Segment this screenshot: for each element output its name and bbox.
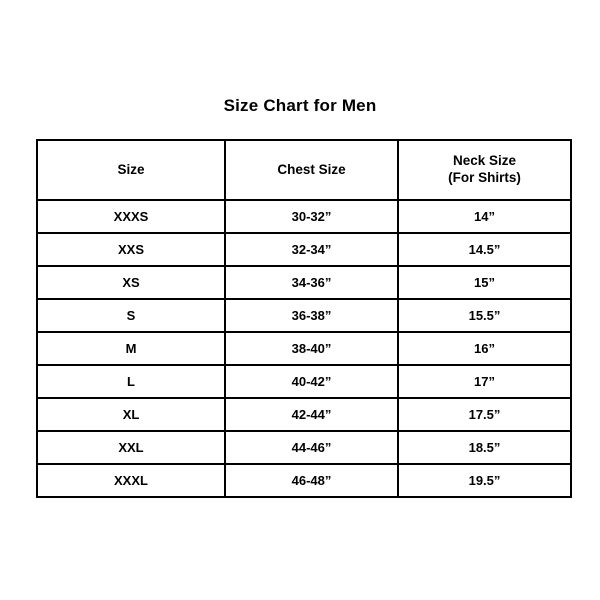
- table-row: [37, 299, 571, 332]
- size-chart-table-container: [36, 139, 564, 498]
- cell-size: XXXS: [37, 200, 225, 233]
- cell-size: L: [37, 365, 225, 398]
- cell-chest-size: 38-40”: [225, 332, 398, 365]
- cell-size: XXXL: [37, 464, 225, 497]
- cell-chest-size: 30-32”: [225, 200, 398, 233]
- table-row: [37, 431, 571, 464]
- table-row: [37, 398, 571, 431]
- cell-neck-size: 15.5”: [398, 299, 571, 332]
- cell-neck-size: 17”: [398, 365, 571, 398]
- column-header-chest-size: [225, 140, 398, 200]
- column-header-neck-size: [398, 140, 571, 200]
- cell-neck-size: 16”: [398, 332, 571, 365]
- cell-chest-size: 42-44”: [225, 398, 398, 431]
- cell-chest-size: 46-48”: [225, 464, 398, 497]
- cell-neck-size: 15”: [398, 266, 571, 299]
- cell-size: XXS: [37, 233, 225, 266]
- table-header-row: [37, 140, 571, 200]
- cell-neck-size: 17.5”: [398, 398, 571, 431]
- table-row: [37, 365, 571, 398]
- cell-size: XS: [37, 266, 225, 299]
- table-body: [37, 200, 571, 497]
- column-header-chest-size-label: Chest Size: [277, 161, 346, 177]
- cell-chest-size: 40-42”: [225, 365, 398, 398]
- table-row: [37, 332, 571, 365]
- column-header-neck-size-sublabel: (For Shirts): [448, 170, 521, 185]
- table-row: [37, 200, 571, 233]
- cell-chest-size: 32-34”: [225, 233, 398, 266]
- table-header: [37, 140, 571, 200]
- table-row: [37, 464, 571, 497]
- cell-neck-size: 18.5”: [398, 431, 571, 464]
- column-header-size: [37, 140, 225, 200]
- table-row: [37, 233, 571, 266]
- size-chart-table: [36, 139, 572, 498]
- cell-size: M: [37, 332, 225, 365]
- cell-size: XXL: [37, 431, 225, 464]
- column-header-size-label: Size: [117, 161, 145, 177]
- cell-size: S: [37, 299, 225, 332]
- page-title: Size Chart for Men: [223, 96, 377, 115]
- cell-chest-size: 44-46”: [225, 431, 398, 464]
- cell-chest-size: 34-36”: [225, 266, 398, 299]
- column-header-neck-size-label: Neck Size: [452, 153, 517, 169]
- table-row: [37, 266, 571, 299]
- cell-size: XL: [37, 398, 225, 431]
- cell-neck-size: 14.5”: [398, 233, 571, 266]
- cell-chest-size: 36-38”: [225, 299, 398, 332]
- cell-neck-size: 19.5”: [398, 464, 571, 497]
- cell-neck-size: 14”: [398, 200, 571, 233]
